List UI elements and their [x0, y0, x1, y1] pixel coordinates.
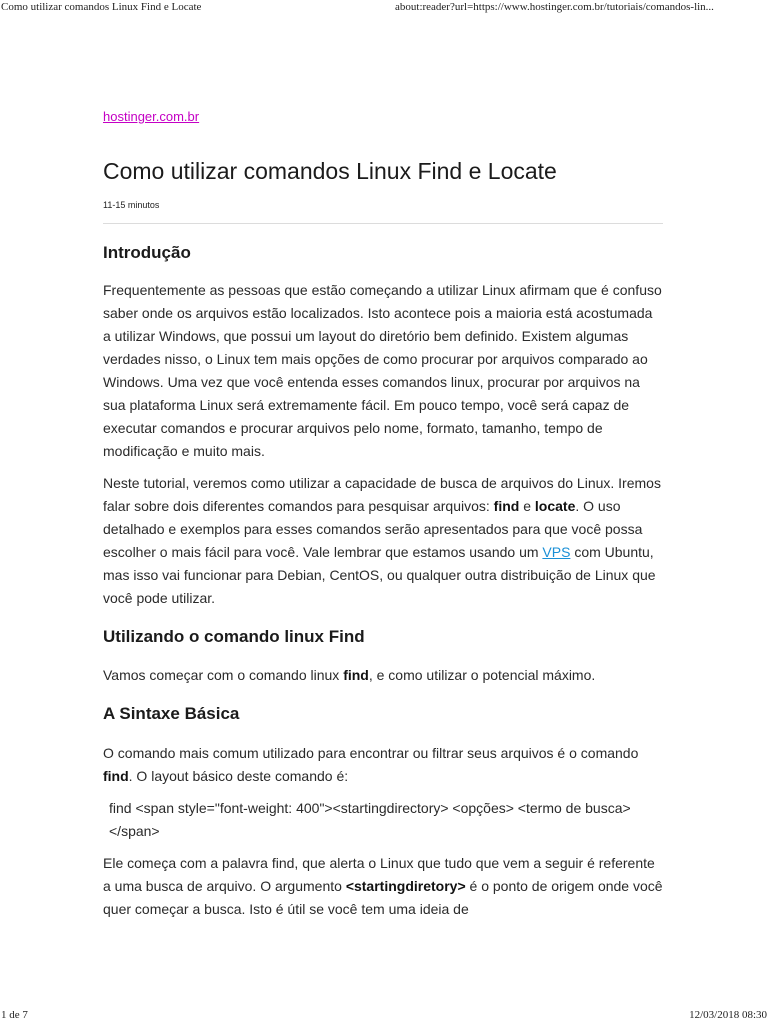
reading-time: 11-15 minutos — [103, 200, 160, 210]
article-title: Como utilizar comandos Linux Find e Locate — [103, 158, 557, 184]
source-domain-link[interactable]: hostinger.com.br — [103, 109, 200, 124]
print-header-url: about:reader?url=https://www.hostinger.com.br/tutoriais/comandos-lin... — [395, 1, 714, 13]
heading-sintaxe: A Sintaxe Básica — [103, 704, 240, 723]
heading-introducao: Introdução — [103, 243, 191, 262]
print-header — [0, 0, 768, 16]
page-number: 1 de 7 — [1, 1009, 28, 1021]
syntax-code: find <span style="font-weight: 400"><startingdirectory> <opções> <termo de busca></span> — [109, 800, 631, 839]
intro-paragraph: Frequentemente as pessoas que estão começando a utilizar Linux afirmam que é confuso saber onde os arquivos estão localizados. Isto acontece pois a maioria está acostumada a utilizar Windows, que possui um layout do diretório bem definido. Existem algumas verdades nisso, o Linux tem mais opções de como procurar por arquivos comparado ao Windows. Uma vez que você entenda esses comandos linux, procurar por arquivos na sua plataforma Linux será extremamente fácil. Em pouco tempo, você será capaz de executar comandos e procurar arquivos pelo nome, formato, tamanho, tempo de modificação e muito mais. — [103, 282, 662, 459]
tutorial-paragraph: Neste tutorial, veremos como utilizar a capacidade de busca de arquivos do Linux. Iremos falar sobre dois diferentes comandos para pesquisar arquivos: find e locate. O uso detalhado e exemplos para esses comandos serão apresentados para que você possa escolher o mais fácil para você. Vale lembrar que estamos usando um VPS com Ubuntu, mas isso vai funcionar para Debian, CentOS, ou qualquer outra distribuição de Linux que você pode utilizar. — [103, 475, 661, 606]
vps-link[interactable]: VPS — [542, 544, 571, 560]
startingdirectory-arg: <startingdiretory> — [345, 878, 466, 894]
print-datetime: 12/03/2018 08:30 — [689, 1009, 767, 1021]
print-footer — [0, 1008, 768, 1024]
find-paragraph: Vamos começar com o comando linux find, e como utilizar o potencial máximo. — [103, 667, 596, 683]
header-divider — [103, 223, 663, 224]
find-command: find — [493, 498, 520, 514]
locate-command: locate — [534, 498, 576, 514]
print-header-title: Como utilizar comandos Linux Find e Locate — [1, 1, 202, 13]
begin-paragraph: Ele começa com a palavra find, que alerta o Linux que tudo que vem a seguir é referente a uma busca de arquivo. O argumento <startingdiretory> é o ponto de origem onde você quer começar a busca. Isto é útil se você tem uma ideia de — [103, 855, 663, 917]
heading-find: Utilizando o comando linux Find — [103, 627, 365, 646]
syntax-paragraph: O comando mais comum utilizado para encontrar ou filtrar seus arquivos é o comando find. O layout básico deste comando é: — [103, 745, 639, 784]
find-command: find — [343, 667, 369, 683]
find-command: find — [103, 768, 129, 784]
reader-article — [103, 108, 663, 921]
